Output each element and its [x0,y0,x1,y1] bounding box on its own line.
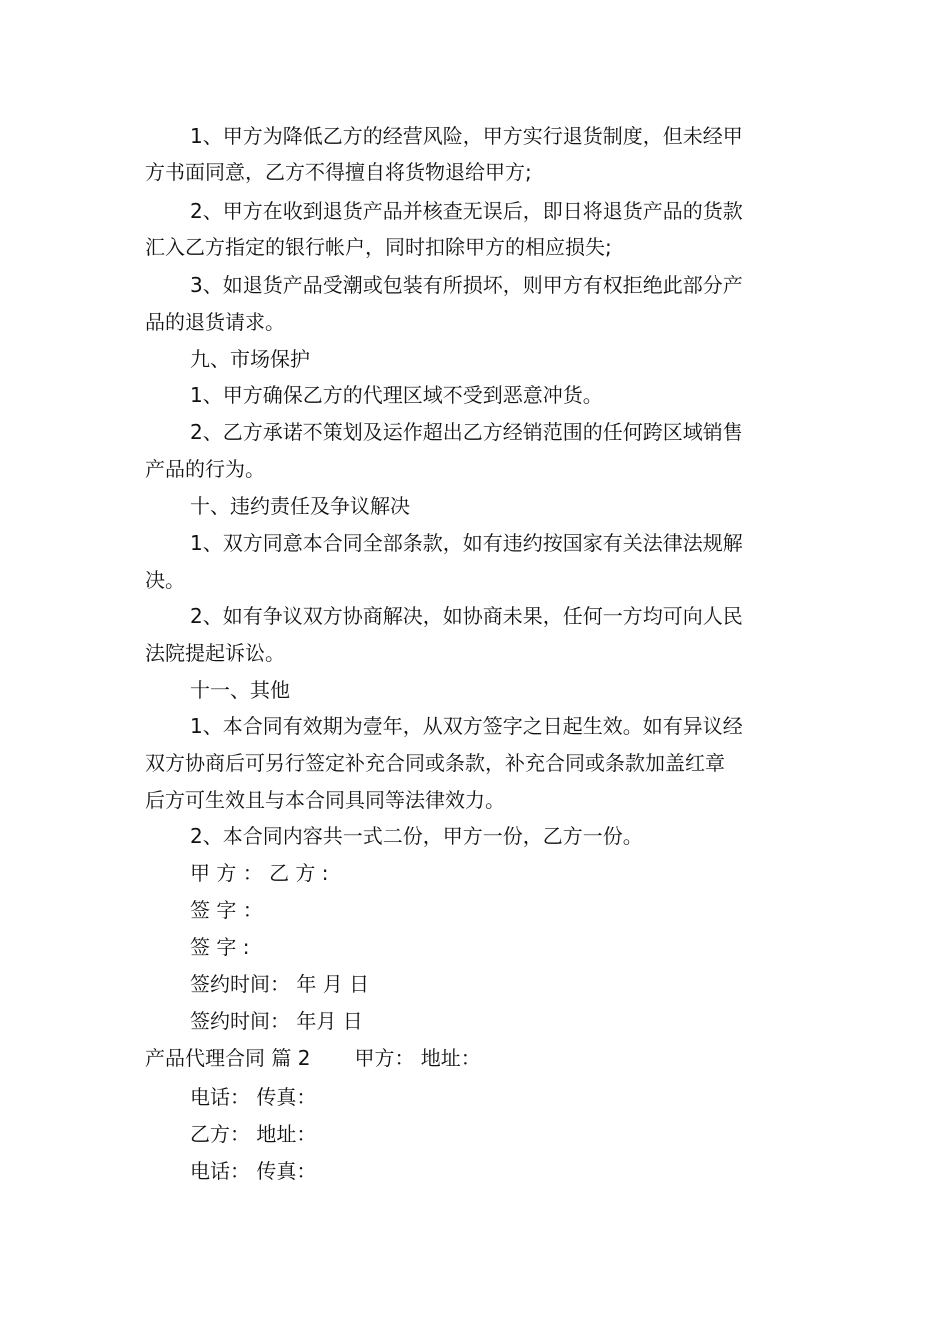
section-10-item-1-line-1: 1、双方同意本合同全部条款，如有违约按国家有关法律法规解 [190,531,743,555]
party-a-phone-fax: 电话： 传真： [190,1085,317,1109]
para-2-line-2: 汇入乙方指定的银行帐户，同时扣除甲方的相应损失; [145,235,612,259]
section-11-item-2: 2、本合同内容共一式二份，甲方一份，乙方一份。 [190,824,643,848]
para-2-line-1: 2、甲方在收到退货产品并核查无误后，即日将退货产品的货款 [190,199,743,223]
section-9-item-2-line-1: 2、乙方承诺不策划及运作超出乙方经销范围的任何跨区域销售 [190,420,743,444]
para-1-line-1: 1、甲方为降低乙方的经营风险，甲方实行退货制度，但未经甲 [190,124,743,148]
section-11-item-1-line-3: 后方可生效且与本合同具同等法律效力。 [145,788,505,812]
signature-parties: 甲 方 ： 乙 方 : [190,861,329,885]
signature-date-2: 签约时间： 年月 日 [190,1009,363,1033]
signature-sign-2: 签 字 : [190,935,250,959]
section-10-item-2-line-2: 法院提起诉讼。 [145,641,285,665]
section-9-title: 九、市场保护 [190,347,310,371]
signature-sign-1: 签 字 ： [190,898,263,922]
section-11-item-1-line-2: 双方协商后可另行签定补充合同或条款，补充合同或条款加盖红章 [145,751,725,775]
party-b-phone-fax: 电话： 传真： [190,1159,317,1183]
party-a-address: 甲方： 地址： [354,1046,481,1070]
section-9-item-2-line-2: 产品的行为。 [145,457,265,481]
para-3-line-1: 3、如退货产品受潮或包装有所损坏，则甲方有权拒绝此部分产 [190,273,743,297]
section-11-title: 十一、其他 [190,678,290,702]
para-3-line-2: 品的退货请求。 [145,310,285,334]
section-10-item-2-line-1: 2、如有争议双方协商解决，如协商未果，任何一方均可向人民 [190,604,743,628]
section-10-item-1-line-2: 决。 [145,568,185,592]
para-1-line-2: 方书面同意，乙方不得擅自将货物退给甲方; [145,160,532,184]
section-11-item-1-line-1: 1、本合同有效期为壹年，从双方签字之日起生效。如有异议经 [190,714,743,738]
party-b-address: 乙方： 地址： [190,1122,317,1146]
part-2-heading-row [145,1046,481,1070]
signature-date-1: 签约时间： 年 月 日 [190,972,370,996]
part-2-heading: 产品代理合同 篇 2 [145,1046,311,1070]
section-9-item-1: 1、甲方确保乙方的代理区域不受到恶意冲货。 [190,383,603,407]
section-10-title: 十、违约责任及争议解决 [190,494,410,518]
